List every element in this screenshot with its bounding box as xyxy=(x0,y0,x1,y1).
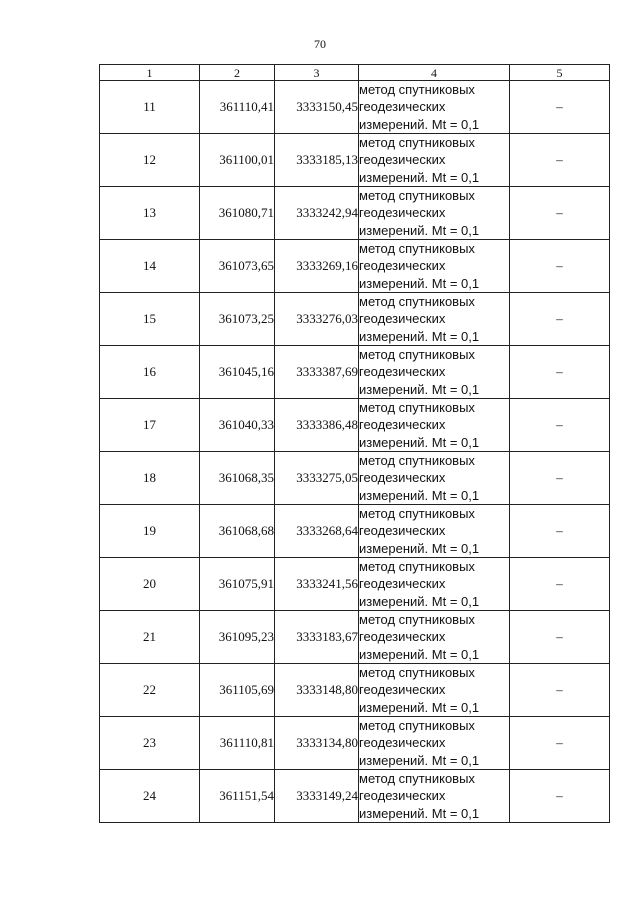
method-line: геодезических xyxy=(359,788,446,804)
table-row xyxy=(100,134,610,187)
method-line: измерений. Mt = 0,1 xyxy=(359,275,480,291)
x-coordinate-cell: 361068,35 xyxy=(200,452,275,505)
x-coordinate-cell: 361080,71 xyxy=(200,187,275,240)
method-line: метод спутниковых xyxy=(359,294,475,310)
method-line: геодезических xyxy=(359,258,446,274)
note-cell: – xyxy=(510,240,610,293)
x-coordinate-cell: 361075,91 xyxy=(200,558,275,611)
method-line: метод спутниковых xyxy=(359,188,475,204)
method-line: измерений. Mt = 0,1 xyxy=(359,805,480,821)
method-line: геодезических xyxy=(359,99,446,115)
method-line: метод спутниковых xyxy=(359,771,475,787)
method-line: метод спутниковых xyxy=(359,135,475,151)
header-row xyxy=(100,65,610,81)
method-cell xyxy=(359,505,510,558)
method-line: измерений. Mt = 0,1 xyxy=(359,222,480,238)
table-row xyxy=(100,505,610,558)
point-number-cell: 17 xyxy=(100,399,200,452)
method-line: геодезических xyxy=(359,629,446,645)
column-header-4: 4 xyxy=(359,65,510,81)
method-line: геодезических xyxy=(359,152,446,168)
column-header-5: 5 xyxy=(510,65,610,81)
method-cell xyxy=(359,452,510,505)
method-line: геодезических xyxy=(359,523,446,539)
table-row xyxy=(100,399,610,452)
method-line: геодезических xyxy=(359,311,446,327)
y-coordinate-cell: 3333242,94 xyxy=(275,187,359,240)
table-row xyxy=(100,81,610,134)
table-body xyxy=(100,81,610,823)
method-line: метод спутниковых xyxy=(359,82,475,98)
note-cell: – xyxy=(510,558,610,611)
method-cell xyxy=(359,293,510,346)
point-number-cell: 12 xyxy=(100,134,200,187)
method-line: метод спутниковых xyxy=(359,400,475,416)
method-line: измерений. Mt = 0,1 xyxy=(359,699,480,715)
method-line: метод спутниковых xyxy=(359,241,475,257)
table-row xyxy=(100,664,610,717)
table-row xyxy=(100,293,610,346)
x-coordinate-cell: 361110,41 xyxy=(200,81,275,134)
method-cell xyxy=(359,770,510,823)
x-coordinate-cell: 361100,01 xyxy=(200,134,275,187)
method-line: геодезических xyxy=(359,205,446,221)
x-coordinate-cell: 361040,33 xyxy=(200,399,275,452)
table-row xyxy=(100,558,610,611)
method-line: метод спутниковых xyxy=(359,453,475,469)
point-number-cell: 24 xyxy=(100,770,200,823)
table-row xyxy=(100,770,610,823)
y-coordinate-cell: 3333275,05 xyxy=(275,452,359,505)
method-line: геодезических xyxy=(359,417,446,433)
method-line: метод спутниковых xyxy=(359,612,475,628)
method-line: измерений. Mt = 0,1 xyxy=(359,169,480,185)
column-header-2: 2 xyxy=(200,65,275,81)
y-coordinate-cell: 3333276,03 xyxy=(275,293,359,346)
point-number-cell: 15 xyxy=(100,293,200,346)
note-cell: – xyxy=(510,346,610,399)
point-number-cell: 14 xyxy=(100,240,200,293)
method-cell xyxy=(359,346,510,399)
y-coordinate-cell: 3333148,80 xyxy=(275,664,359,717)
x-coordinate-cell: 361151,54 xyxy=(200,770,275,823)
point-number-cell: 13 xyxy=(100,187,200,240)
y-coordinate-cell: 3333134,80 xyxy=(275,717,359,770)
note-cell: – xyxy=(510,187,610,240)
table-row xyxy=(100,717,610,770)
method-line: измерений. Mt = 0,1 xyxy=(359,381,480,397)
method-line: метод спутниковых xyxy=(359,559,475,575)
table-row xyxy=(100,452,610,505)
x-coordinate-cell: 361045,16 xyxy=(200,346,275,399)
point-number-cell: 20 xyxy=(100,558,200,611)
note-cell: – xyxy=(510,452,610,505)
method-cell xyxy=(359,81,510,134)
x-coordinate-cell: 361068,68 xyxy=(200,505,275,558)
note-cell: – xyxy=(510,717,610,770)
point-number-cell: 11 xyxy=(100,81,200,134)
note-cell: – xyxy=(510,399,610,452)
method-line: измерений. Mt = 0,1 xyxy=(359,328,480,344)
y-coordinate-cell: 3333150,45 xyxy=(275,81,359,134)
table-row xyxy=(100,240,610,293)
method-line: измерений. Mt = 0,1 xyxy=(359,116,480,132)
note-cell: – xyxy=(510,505,610,558)
y-coordinate-cell: 3333386,48 xyxy=(275,399,359,452)
table-header xyxy=(100,65,610,81)
method-line: геодезических xyxy=(359,470,446,486)
y-coordinate-cell: 3333387,69 xyxy=(275,346,359,399)
method-line: измерений. Mt = 0,1 xyxy=(359,593,480,609)
method-line: измерений. Mt = 0,1 xyxy=(359,540,480,556)
table-row xyxy=(100,346,610,399)
point-number-cell: 23 xyxy=(100,717,200,770)
x-coordinate-cell: 361095,23 xyxy=(200,611,275,664)
method-line: метод спутниковых xyxy=(359,347,475,363)
method-cell xyxy=(359,717,510,770)
method-line: измерений. Mt = 0,1 xyxy=(359,487,480,503)
x-coordinate-cell: 361073,65 xyxy=(200,240,275,293)
method-cell xyxy=(359,664,510,717)
method-line: геодезических xyxy=(359,682,446,698)
y-coordinate-cell: 3333269,16 xyxy=(275,240,359,293)
method-cell xyxy=(359,611,510,664)
x-coordinate-cell: 361073,25 xyxy=(200,293,275,346)
page-number: 70 xyxy=(314,37,326,51)
method-line: метод спутниковых xyxy=(359,506,475,522)
point-number-cell: 18 xyxy=(100,452,200,505)
method-line: геодезических xyxy=(359,576,446,592)
y-coordinate-cell: 3333241,56 xyxy=(275,558,359,611)
note-cell: – xyxy=(510,770,610,823)
table-row xyxy=(100,187,610,240)
column-header-3: 3 xyxy=(275,65,359,81)
method-line: измерений. Mt = 0,1 xyxy=(359,752,480,768)
point-number-cell: 22 xyxy=(100,664,200,717)
column-header-1: 1 xyxy=(100,65,200,81)
x-coordinate-cell: 361110,81 xyxy=(200,717,275,770)
point-number-cell: 16 xyxy=(100,346,200,399)
y-coordinate-cell: 3333149,24 xyxy=(275,770,359,823)
table-row xyxy=(100,611,610,664)
x-coordinate-cell: 361105,69 xyxy=(200,664,275,717)
note-cell: – xyxy=(510,81,610,134)
point-number-cell: 21 xyxy=(100,611,200,664)
y-coordinate-cell: 3333183,67 xyxy=(275,611,359,664)
y-coordinate-cell: 3333185,13 xyxy=(275,134,359,187)
method-line: геодезических xyxy=(359,364,446,380)
method-cell xyxy=(359,134,510,187)
y-coordinate-cell: 3333268,64 xyxy=(275,505,359,558)
note-cell: – xyxy=(510,664,610,717)
method-cell xyxy=(359,240,510,293)
method-line: измерений. Mt = 0,1 xyxy=(359,434,480,450)
method-line: метод спутниковых xyxy=(359,665,475,681)
note-cell: – xyxy=(510,134,610,187)
note-cell: – xyxy=(510,293,610,346)
method-line: метод спутниковых xyxy=(359,718,475,734)
method-cell xyxy=(359,187,510,240)
point-number-cell: 19 xyxy=(100,505,200,558)
method-cell xyxy=(359,399,510,452)
note-cell: – xyxy=(510,611,610,664)
method-line: измерений. Mt = 0,1 xyxy=(359,646,480,662)
coordinates-table xyxy=(99,64,610,823)
method-line: геодезических xyxy=(359,735,446,751)
method-cell xyxy=(359,558,510,611)
